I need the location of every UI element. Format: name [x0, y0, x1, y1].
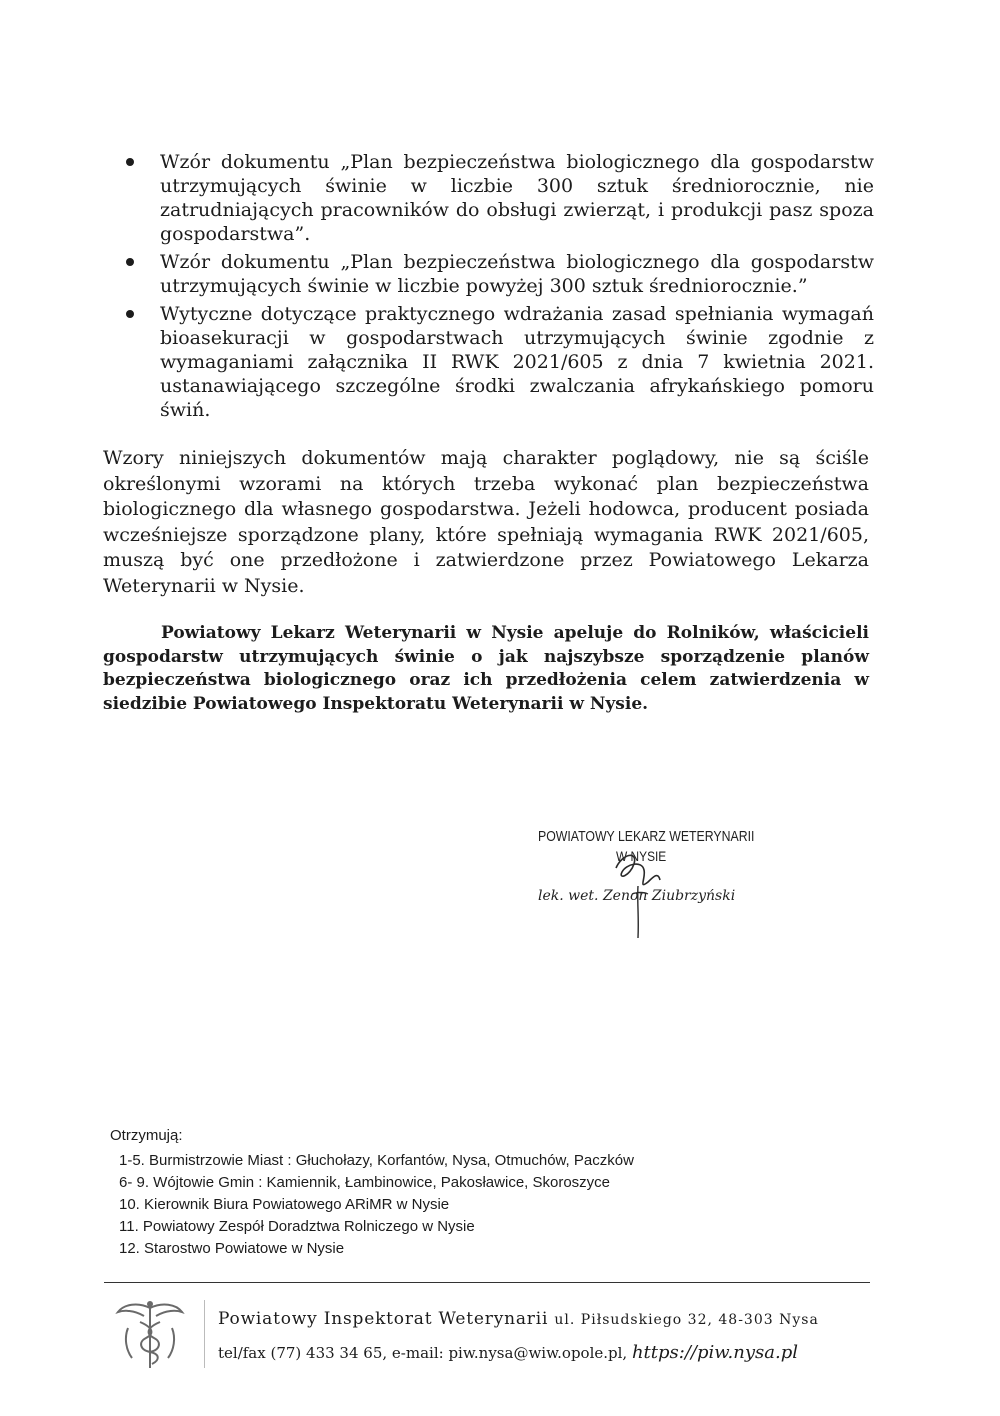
bullet-icon — [126, 158, 134, 166]
stamp-title: POWIATOWY LEKARZ WETERYNARII — [538, 828, 755, 845]
recipient-item: 1-5. Burmistrzowie Miast : Głuchołazy, Korfantów, Nysa, Otmuchów, Paczków — [119, 1152, 634, 1169]
recipient-item: 10. Kierownik Biura Powiatowego ARiMR w Nysie — [119, 1196, 450, 1213]
stamp-subtitle: W NYSIE — [616, 848, 667, 864]
recipient-item: 12. Starostwo Powiatowe w Nysie — [119, 1240, 345, 1257]
recipients-title: Otrzymują: — [110, 1127, 183, 1144]
recipient-item: 11. Powiatowy Zespół Doradztwa Rolniczego w Nysie — [119, 1218, 475, 1235]
handwritten-signature-icon — [608, 846, 668, 941]
footer-address: ul. Piłsudskiego 32, 48-303 Nysa — [554, 1312, 819, 1328]
document-list — [122, 150, 874, 426]
footer-separator — [204, 1300, 205, 1368]
footer-divider — [104, 1282, 870, 1283]
body-paragraph: Wzory niniejszych dokumentów mają charakter poglądowy, nie są ściśle określonymi wzorami na których trzeba wykonać plan bezpieczeństwa biologicznego dla własnego gospodarstwa. Jeżeli hodowca, producent posiada wcześniejsze sporządzone plany, które spełniają wymagania RWK 2021/605, muszą być one przedłożone i zatwierdzone przez Powiatowego Lekarza Weterynarii w Nysie. — [103, 447, 869, 597]
list-item-text: Wytyczne dotyczące praktycznego wdrażania zasad spełniania wymagań bioasekuracji w gospodarstwach utrzymujących świnie zgodnie z wymaganiami załącznika II RWK 2021/605 z dnia 7 kwietnia 2021. ustanawiającego szczególne środki zwalczania afrykańskiego pomoru świń. — [160, 303, 874, 421]
list-item — [122, 150, 874, 246]
bullet-icon — [126, 258, 134, 266]
recipients-list — [110, 1150, 730, 1260]
footer-contact-line — [218, 1342, 798, 1363]
list-item — [122, 302, 874, 422]
signature-stamp — [520, 828, 780, 938]
appeal-paragraph: Powiatowy Lekarz Weterynarii w Nysie apeluje do Rolników, właścicieli gospodarstw utrzymujących świnie o jak najszybsze sporządzenie planów bezpieczeństwa biologicznego oraz ich przedłożenia celem zatwierdzenia w siedzibie Powiatowego Inspektoratu Weterynarii w Nysie. — [103, 623, 869, 714]
recipients-section — [110, 1125, 730, 1260]
list-item — [122, 250, 874, 298]
stamp-name: lek. wet. Zenon Ziubrzyński — [538, 888, 736, 904]
footer-org: Powiatowy Inspektorat Weterynarii — [218, 1309, 549, 1329]
list-item-text: Wzór dokumentu „Plan bezpieczeństwa biologicznego dla gospodarstw utrzymujących świnie w liczbie powyżej 300 sztuk średniorocznie.” — [160, 251, 874, 297]
caduceus-logo-icon — [110, 1298, 190, 1370]
list-item-text: Wzór dokumentu „Plan bezpieczeństwa biologicznego dla gospodarstw utrzymujących świnie w liczbie 300 sztuk średniorocznie, nie zatrudniających pracowników do obsługi zwierząt, i produkcji pasz spoza gospodarstwa”. — [160, 151, 874, 245]
footer-contact: tel/fax (77) 433 34 65, e-mail: piw.nysa@wiw.opole.pl, — [218, 1344, 628, 1362]
footer-website-link[interactable]: https://piw.nysa.pl — [631, 1342, 798, 1363]
footer-address-line — [218, 1309, 819, 1329]
bullet-icon — [126, 310, 134, 318]
recipient-item: 6- 9. Wójtowie Gmin : Kamiennik, Łambinowice, Pakosławice, Skoroszyce — [119, 1174, 611, 1191]
